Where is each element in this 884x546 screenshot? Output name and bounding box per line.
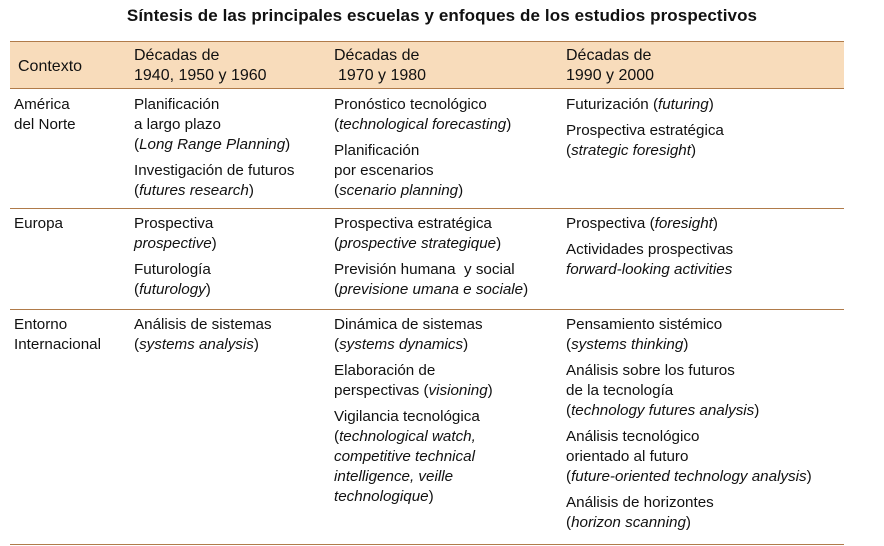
header-context: Contexto — [18, 58, 83, 75]
list-item: Análisis sobre los futuros de la tecnología (technology futures analysis) — [566, 362, 760, 419]
row-context-europe: Europa — [14, 215, 63, 232]
row-north-america-col3 — [566, 95, 724, 167]
list-item: Pronóstico tecnológico (technological forecasting) — [334, 96, 512, 133]
row-europe-col2 — [334, 214, 528, 306]
list-item: Vigilancia tecnológica (technological watch, competitive technical intelligence, veille technologique) — [334, 408, 480, 505]
list-item: Análisis de horizontes (horizon scanning) — [566, 494, 714, 531]
list-item: Investigación de futuros (futures research) — [134, 162, 295, 199]
list-item: Dinámica de sistemas (systems dynamics) — [334, 316, 483, 353]
row-international-col1 — [134, 315, 272, 361]
list-item: Pensamiento sistémico (systems thinking) — [566, 316, 723, 353]
list-item: Prospectiva prospective) — [134, 215, 217, 252]
table-bottom-border — [10, 544, 844, 545]
list-item: Planificación por escenarios (scenario planning) — [334, 142, 464, 199]
row-context-international: Entorno Internacional — [14, 316, 101, 353]
row-context-north-america: América del Norte — [14, 96, 76, 133]
header-decades-1990-2000: Décadas de 1990 y 2000 — [566, 47, 655, 84]
list-item: Futurización (futuring) — [566, 96, 714, 113]
list-item: Prospectiva (foresight) — [566, 215, 718, 232]
list-item: Análisis tecnológico orientado al futuro (future-oriented technology analysis) — [566, 428, 812, 485]
list-item: Prospectiva estratégica (strategic foresight) — [566, 122, 724, 159]
row-north-america-col2 — [334, 95, 511, 207]
list-item: Actividades prospectivas forward-looking activities — [566, 241, 734, 278]
list-item: Previsión humana y social (previsione umana e sociale) — [334, 261, 529, 298]
row-international-col3 — [566, 315, 812, 539]
row-international-col2 — [334, 315, 493, 513]
header-decades-1970-1980: Décadas de 1970 y 1980 — [334, 47, 427, 84]
row-north-america-col1 — [134, 95, 294, 207]
list-item: Futurología (futurology) — [134, 261, 211, 298]
table-title: Síntesis de las principales escuelas y enfoques de los estudios prospectivos — [126, 6, 758, 25]
list-item: Prospectiva estratégica (prospective strategique) — [334, 215, 502, 252]
header-decades-1940-1960: Décadas de 1940, 1950 y 1960 — [134, 47, 267, 84]
row-europe-col1 — [134, 214, 217, 306]
row-divider — [10, 208, 844, 209]
row-divider — [10, 309, 844, 310]
list-item: Planificación a largo plazo (Long Range Planning) — [134, 96, 291, 153]
row-europe-col3 — [566, 214, 733, 286]
list-item: Análisis de sistemas (systems analysis) — [134, 316, 272, 353]
list-item: Elaboración de perspectivas (visioning) — [334, 362, 493, 399]
